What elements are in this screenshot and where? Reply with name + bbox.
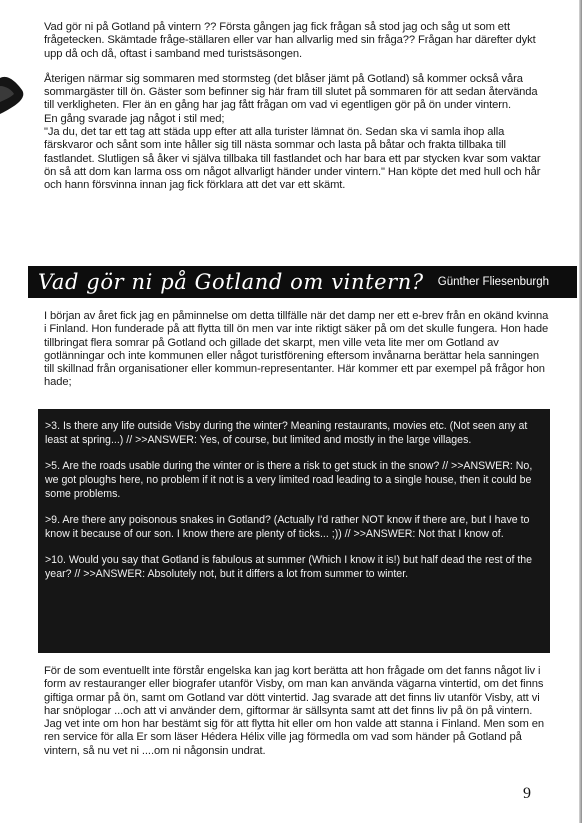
joke-paragraph: "Ja du, det tar ett tag att städa upp efter att alla turister lämnat ön. Sedan ska vi samla ihop alla färskvaror och sånt som inte håller sig till nästa sommar och lasta på båtar och frakta tillbaka till fastlandet. Slutligen så åker vi själva tillbaka till fastlandet och har bara ett par stycken kvar som vaktar ön så att dom kan larma oss om något allvarligt händer under vintern." Han köpte det med hull och hår och hann försvinna innan jag fick förklara att det var ett skämt.: [44, 126, 541, 192]
intro-paragraph: I början av året fick jag en påminnelse om detta tillfälle när det damp ner ett e-brev från en okänd kvinna i Finland. Hon funderade på att flytta till ön men var inte riktigt säker på om det skulle fungera. Hon hade tillbringat flera somrar på Gotland och gillade det skarpt, men ville veta lite mer om Gotland av gotlänningar och inte kommunen eller något turistförening eftersom invånarna berättar hela sanningen till skillnad från organisationer eller kommun-representanter. Här kommer ett par exempel på frågor hon hade;: [44, 310, 549, 389]
faq-item: >5. Are the roads usable during the winter or is there a risk to get stuck in the snow? // >>ANSWER: No, we got ploughs here, no problem if it not is a very limited road leading to a single house, then it could be some problems.: [45, 460, 533, 500]
opening-paragraph: Vad gör ni på Gotland på vintern ?? Första gången jag fick frågan så stod jag och såg ut som ett frågetecken. Skämtade fråge-ställaren eller var han allvarlig med sin fråga?? Frågan har därefter dykt upp då och då, oftast i samband med turistsäsongen.: [44, 21, 536, 60]
faq-item: >9. Are there any poisonous snakes in Gotland? (Actually I'd rather NOT know if there are, but I have to know it because of our son. I know there are plenty of ticks... ;)) // >>ANSWER: Not that I know of.: [45, 514, 530, 540]
intro-section: [44, 310, 550, 390]
answer-intro-paragraph: En gång svarade jag något i stil med;: [44, 112, 225, 125]
article-author: Günther Fliesenburgh: [437, 276, 550, 288]
faq-item: >10. Would you say that Gotland is fabulous at summer (Which I know it is!) but half dead the rest of the year? // >>ANSWER: Absolutely not, but it differs a lot from summer to winter.: [45, 554, 533, 580]
closing-section: [44, 665, 550, 758]
closing-paragraph: För de som eventuellt inte förstår engelska kan jag kort berätta att hon frågade om det fanns något liv i form av restauranger eller biografer utanför Visby, om man kan använda vägarna vintertid, om det finns giftiga ormar på ön, samt om Gotland var dött vintertid. Jag svarade att det finns liv utanför Visby, att vi har snöplogar ...och att vi använder dem, giftormar är sällsynta samt att det finns liv på ön på vintern. Jag vet inte om hon har bestämt sig för att flytta hit eller om hon valde att stanna i Finland. Men som en ren service för alla Er som läser Hédera Hélix ville jag förmedla om vad som händer på Gotland på vintern, så nu vet ni ....om ni någonsin undrat.: [44, 665, 544, 757]
page-number: 9: [523, 785, 531, 802]
opening-story: [44, 21, 550, 193]
summer-paragraph: Återigen närmar sig sommaren med stormsteg (det blåser jämt på Gotland) så kommer också våra sommargäster till ön. Gäster som befinner sig här fram till slutet på sommaren för att sedan återvända till verkligheten. Fler än en gång har jag fått frågan om vad vi egentligen gör på ön under vintern.: [44, 72, 538, 112]
faq-item: >3. Is there any life outside Visby during the winter? Meaning restaurants, movies etc. (Not seen any at least at spring...) // >>ANSWER: Yes, of course, but limited and mostly in the large villages.: [45, 420, 528, 446]
article-title-banner: [28, 266, 577, 298]
article-title: Vad gör ni på Gotland om vintern?: [38, 270, 424, 294]
faq-box: [38, 409, 550, 653]
ink-blot-icon: [0, 72, 26, 116]
